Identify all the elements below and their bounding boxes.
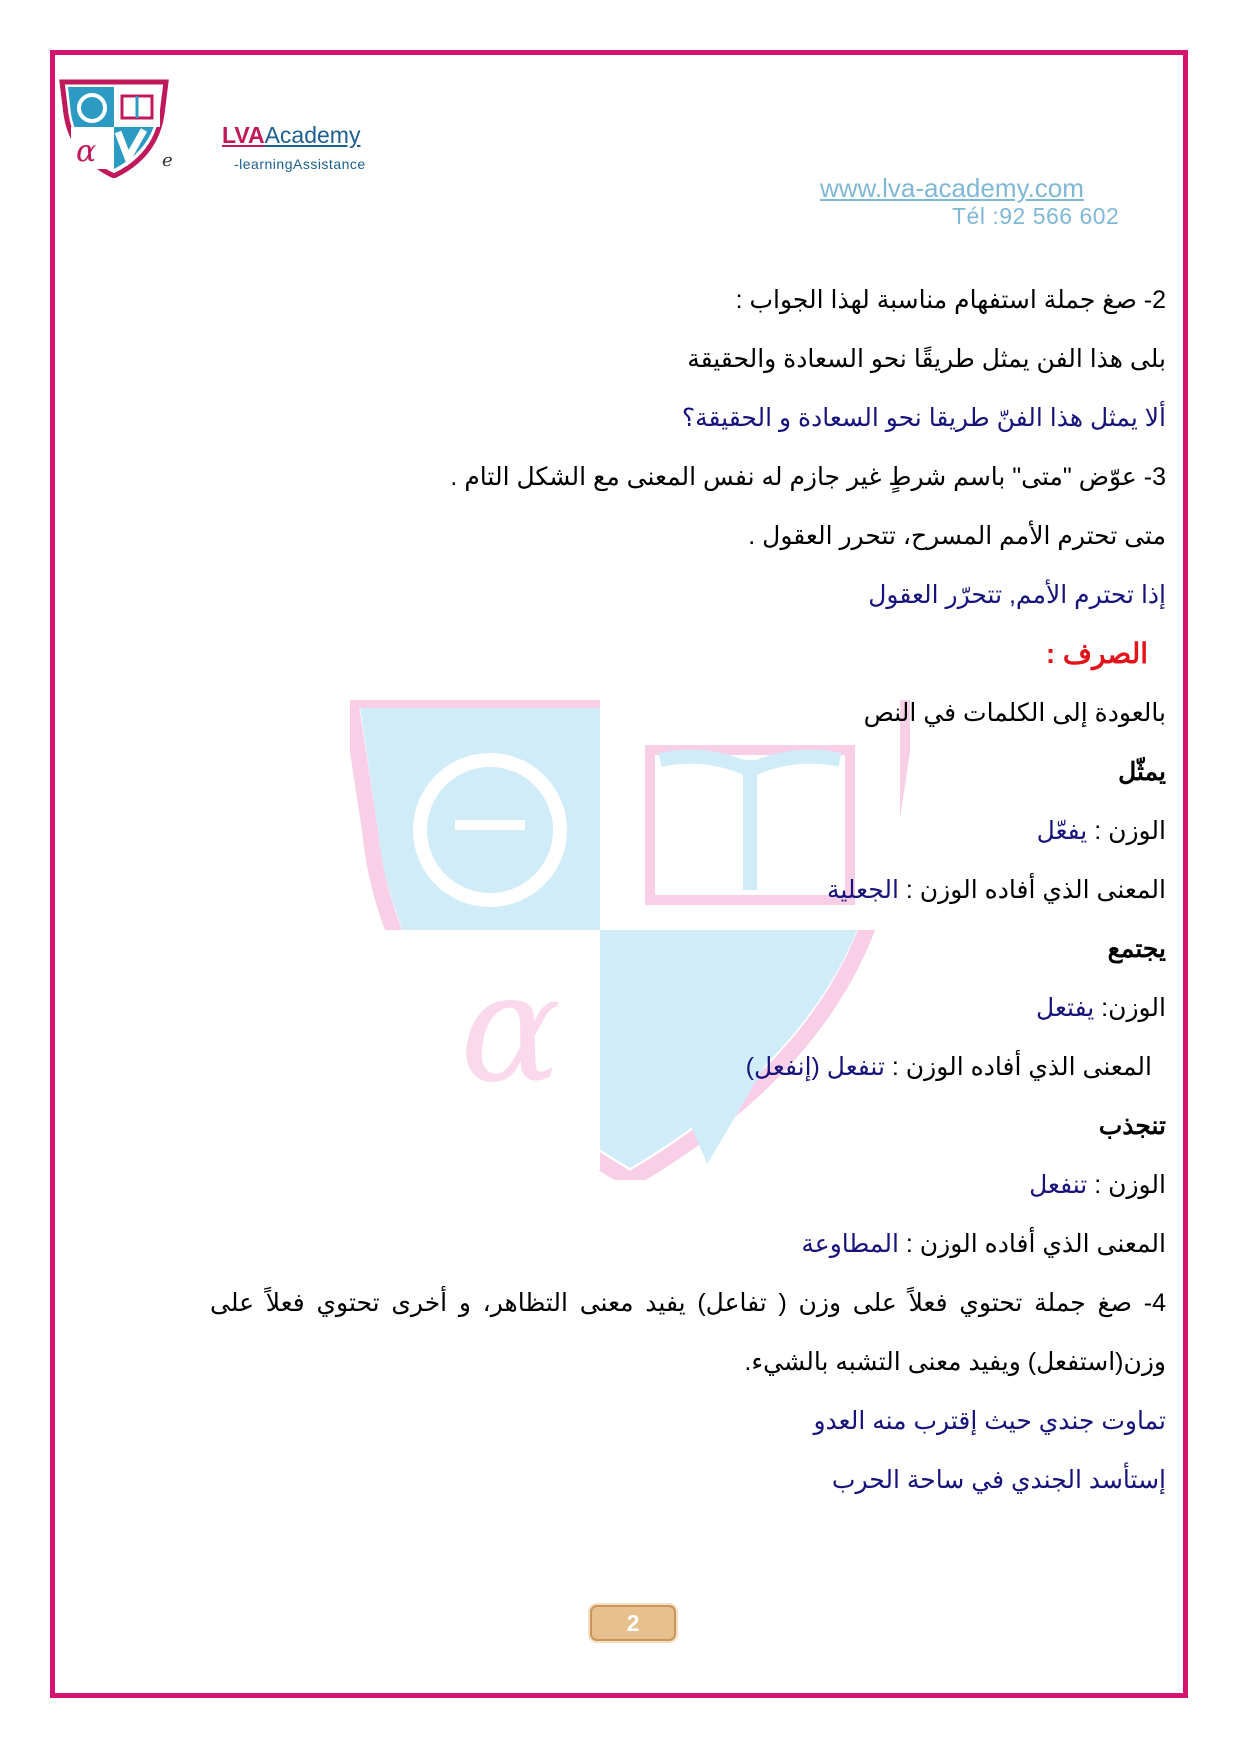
word-2-meaning — [210, 1047, 1166, 1106]
wazn-label: الوزن : — [1087, 817, 1166, 845]
website-link[interactable]: www.lva-academy.com — [820, 173, 1084, 203]
meaning-label: المعنى الذي أفاده الوزن : — [884, 1053, 1152, 1081]
brand-tagline: -learningAssistance — [234, 156, 366, 172]
page-number-badge: 2 — [590, 1605, 676, 1641]
brand-name-part1: LVA — [222, 122, 265, 148]
meaning-value: المطاوعة — [801, 1230, 899, 1258]
lva-logo-icon — [58, 78, 170, 178]
word-3-meaning — [210, 1224, 1166, 1283]
wazn-label: الوزن: — [1094, 994, 1166, 1022]
meaning-value: تنفعل (إنفعل) — [745, 1053, 885, 1081]
question-4-answer-2: إستأسد الجندي في ساحة الحرب — [831, 1466, 1166, 1494]
brand-name-part2: Academy — [264, 122, 361, 148]
svg-text:α: α — [76, 134, 97, 169]
section-heading: الصرف : — [1045, 638, 1148, 669]
meaning-label: المعنى الذي أفاده الوزن : — [898, 1230, 1166, 1258]
svg-text:α: α — [460, 942, 562, 1116]
question-2-given: بلى هذا الفن يمثل طريقًا نحو السعادة والحقيقة — [687, 345, 1166, 373]
question-2-label: 2- صغ جملة استفهام مناسبة لهذا الجواب : — [735, 286, 1166, 314]
word-3-wazn — [210, 1165, 1166, 1224]
meaning-value: الجعلية — [826, 876, 899, 904]
question-3-given: متى تحترم الأمم المسرح، تتحرر العقول . — [748, 522, 1166, 550]
wazn-value: يفعّل — [1036, 817, 1088, 845]
wazn-label: الوزن : — [1087, 1171, 1166, 1199]
question-4-line-2: وزن(استفعل) ويفيد معنى التشبه بالشيء. — [744, 1348, 1166, 1376]
question-4-line-1: 4- صغ جملة تحتوي فعلاً على وزن ( تفاعل) يفيد معنى التظاهر، و أخرى تحتوي فعلاً على — [210, 1289, 1166, 1317]
meaning-label: المعنى الذي أفاده الوزن : — [898, 876, 1166, 904]
phone-number: Tél :92 566 602 — [952, 203, 1120, 229]
question-4-answer-1: تماوت جندي حيث إقترب منه العدو — [813, 1407, 1166, 1435]
word-3: تنجذب — [1098, 1112, 1166, 1140]
word-1-wazn — [210, 811, 1166, 870]
word-2-wazn — [210, 988, 1166, 1047]
section-intro: بالعودة إلى الكلمات في النص — [863, 699, 1166, 727]
question-2-answer: ألا يمثل هذا الفنّ طريقا نحو السعادة و الحقيقة؟ — [681, 404, 1166, 432]
word-1-meaning — [210, 870, 1166, 929]
logo-e-letter: e — [162, 150, 173, 171]
wazn-value: يفتعل — [1036, 994, 1095, 1022]
wazn-value: تنفعل — [1029, 1171, 1088, 1199]
word-2: يجتمع — [1107, 935, 1166, 963]
word-1: يمثّل — [1118, 758, 1166, 786]
brand-name — [222, 122, 360, 149]
question-3-answer: إذا تحترم الأمم, تتحرّر العقول — [868, 581, 1166, 609]
question-3-label: 3- عوّض "متى" باسم شرطٍ غير جازم له نفس المعنى مع الشكل التام . — [450, 463, 1166, 491]
document-body — [210, 280, 1166, 1519]
